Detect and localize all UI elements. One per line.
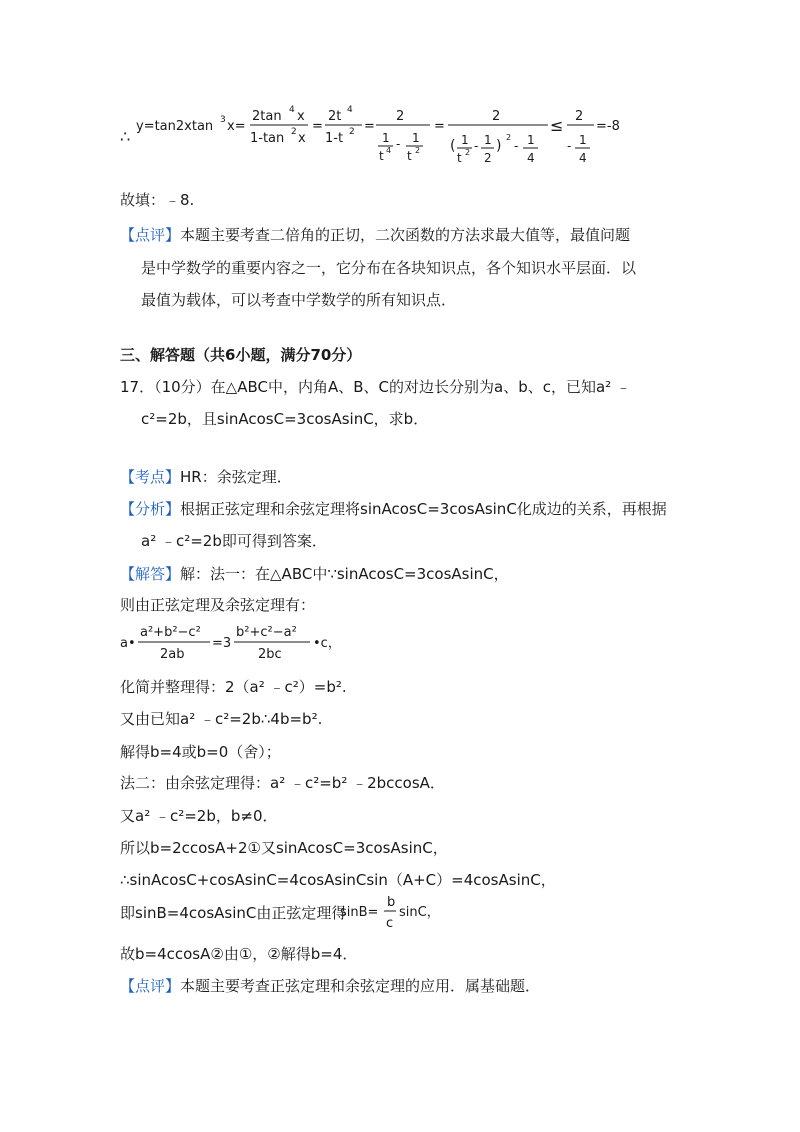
f4-one-b: 1: [484, 133, 492, 147]
sinb-lhs: sinB=: [340, 905, 379, 920]
solution-line-3: 化简并整理得：2（a² ﹣c²）=b².: [120, 678, 347, 696]
f5-numerator: 2: [575, 109, 584, 124]
eq-den-2: 2bc: [258, 647, 282, 662]
review-1-tag: 【点评】: [120, 226, 181, 244]
solution-line-9: ∴sinAcosC+cosAsinC=4cosAsinCsin（A+C）=4cosAsinC，: [120, 871, 556, 889]
f1-denominator: 1-tan: [250, 131, 285, 146]
problem-17-line-2: c²=2b，且sinAcosC=3cosAsinC，求b．: [141, 410, 429, 428]
eq-1: =: [312, 119, 323, 134]
f2-denominator: 1-t: [325, 131, 344, 146]
review-1-line-1: [120, 224, 630, 246]
eq-dot-1: •: [128, 636, 136, 651]
f4-t-exp: 2: [465, 148, 471, 157]
jieda-tag: 【解答】: [120, 565, 181, 583]
lhs-x: x=: [227, 119, 246, 134]
eq-tail: •c，: [313, 636, 341, 651]
f4-one-a: 1: [461, 133, 469, 147]
f5-four: 4: [579, 151, 587, 165]
jieda-text: 解：法一：在△ABC中∵sinAcosC=3cosAsinC，: [180, 565, 509, 583]
solution-line-10: 即sinB=4cosAsinC由正弦定理得: [120, 904, 347, 922]
f1-num-x: x: [297, 109, 305, 124]
f3-one-b: 1: [412, 131, 420, 145]
f4-one-c: 1: [527, 133, 535, 147]
sinb-num: b: [387, 895, 396, 910]
f4-four: 4: [527, 151, 535, 165]
sinb-den: c: [386, 916, 394, 931]
f3-exp4: 4: [386, 146, 392, 155]
f1-num-exp: 4: [289, 105, 295, 115]
review-1-line-3: 最值为载体，可以考查中学数学的所有知识点．: [141, 291, 457, 309]
f5-minus: -: [567, 139, 572, 153]
section-header: 三、解答题（共6小题，满分70分）: [120, 346, 362, 364]
f4-minus-a: -: [474, 139, 479, 153]
f4-lparen: (: [450, 138, 456, 154]
f3-t-b: t: [407, 149, 412, 163]
f3-numerator: 2: [396, 109, 405, 124]
leq-symbol: ≤: [550, 116, 564, 135]
f1-den-x: x: [298, 131, 306, 146]
f2-numerator: 2t: [328, 109, 342, 124]
fenxi-tag: 【分析】: [120, 500, 181, 518]
review-2-line: [120, 975, 540, 997]
eq-num-2: b²+c²−a²: [236, 625, 297, 640]
formula-result: =-8: [596, 119, 620, 134]
eq-equals-3: =3: [212, 636, 232, 651]
eq-3: =: [434, 119, 445, 134]
jieda-line: [120, 563, 509, 585]
eq-a: a: [120, 636, 128, 651]
formula-lhs: y=tan2xtan: [136, 119, 214, 134]
law-of-cosines-equation: [118, 620, 378, 666]
fenxi-line-2: a² ﹣c²=2b即可得到答案．: [141, 532, 327, 550]
lhs-exponent: 3: [220, 115, 226, 125]
fenxi-text-1: 根据正弦定理和余弦定理将sinAcosC=3cosAsinC化成边的关系，再根据: [180, 500, 667, 518]
f4-numerator: 2: [492, 109, 501, 124]
review-1-line-2: 是中学数学的重要内容之一，它分布在各块知识点，各个知识水平层面．以: [141, 259, 637, 277]
f1-numerator: 2tan: [252, 109, 282, 124]
solution-line-11: 故b=4ccosA②由①，②解得b=4．: [120, 945, 358, 963]
f4-square: 2: [506, 133, 512, 142]
therefore-symbol: ∴: [120, 127, 131, 146]
solution-line-4: 又由已知a² ﹣c²=2b∴4b=b².: [120, 710, 323, 728]
f3-minus: -: [396, 137, 401, 151]
f2-num-exp: 4: [347, 105, 353, 115]
solution-line-5: 解得b=4或b=0（舍）；: [120, 743, 281, 761]
fill-answer: 故填：﹣8.: [120, 191, 195, 209]
f5-one: 1: [579, 133, 587, 147]
f3-one-a: 1: [382, 131, 390, 145]
eq-den-1: 2ab: [160, 647, 185, 662]
sinb-formula: [338, 892, 448, 936]
eq-num-1: a²+b²−c²: [140, 625, 201, 640]
kaodian-line: [120, 466, 292, 488]
sinb-rhs: sinC，: [399, 905, 440, 920]
solution-line-8: 所以b=2ccosA+2①又sinAcosC=3cosAsinC，: [120, 839, 448, 857]
f4-minus-b: -: [514, 139, 519, 153]
eq-2: =: [364, 119, 375, 134]
solution-line-6: 法二：由余弦定理得：a² ﹣c²=b² ﹣2bccosA．: [120, 774, 445, 792]
fenxi-line-1: [120, 498, 667, 520]
top-formula: [118, 100, 658, 180]
f2-den-exp: 2: [349, 127, 355, 137]
f4-two-den: 2: [484, 151, 492, 165]
review-1-text-1: 本题主要考查二倍角的正切，二次函数的方法求最大值等，最值问题: [180, 226, 631, 244]
review-2-tag: 【点评】: [120, 977, 181, 995]
solution-line-7: 又a² ﹣c²=2b，b≠0．: [120, 807, 278, 825]
f1-den-exp: 2: [291, 127, 297, 137]
f4-rparen: ): [496, 138, 502, 154]
f4-t: t: [457, 151, 462, 165]
f3-exp2: 2: [415, 146, 421, 155]
review-2-text: 本题主要考查正弦定理和余弦定理的应用．属基础题．: [180, 977, 541, 995]
problem-17-line-1: 17．（10分）在△ABC中，内角A、B、C的对边长分别为a、b、c，已知a² ﹣: [120, 378, 631, 396]
solution-line-1: 则由正弦定理及余弦定理有：: [120, 596, 316, 614]
f3-t-a: t: [379, 149, 384, 163]
kaodian-text: HR：余弦定理．: [180, 468, 292, 486]
kaodian-tag: 【考点】: [120, 468, 181, 486]
